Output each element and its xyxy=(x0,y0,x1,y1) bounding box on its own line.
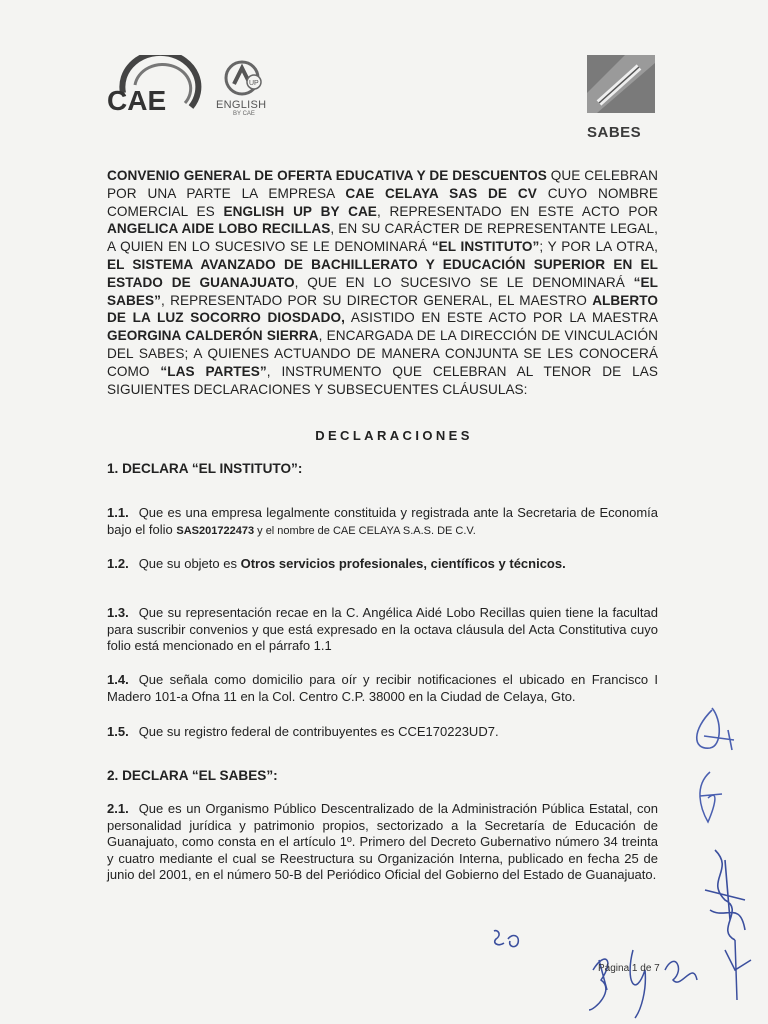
clause-1-3: 1.3. Que su representación recae en la C. Angélica Aidé Lobo Recillas quien tiene la facultad para suscribir convenios y que está expresado en la octava cláusula del Acta Constitutiva cuyo folio está mencionado en el párrafo 1.1 xyxy=(107,605,658,653)
signature-scribble xyxy=(695,840,755,960)
clause-1-5: 1.5. Que su registro federal de contribuyentes es CCE170223UD7. xyxy=(107,724,499,739)
declarations-heading: DECLARACIONES xyxy=(315,428,473,443)
initials-signature xyxy=(682,700,742,770)
bottom-signatures xyxy=(585,930,760,1020)
initials-signature-2 xyxy=(690,768,730,828)
page-number: Página 1 de 7 xyxy=(598,963,660,974)
clause-1-2: 1.2. Que su objeto es Otros servicios profesionales, científicos y técnicos. xyxy=(107,556,566,571)
clause-1-1: 1.1. Que es una empresa legalmente constituida y registrada ante la Secretaria de Economía bajo el folio SAS201722473 y el nombre de CAE CELAYA S.A.S. DE C.V. xyxy=(107,505,658,537)
intro-paragraph: CONVENIO GENERAL DE OFERTA EDUCATIVA Y DE DESCUENTOS QUE CELEBRAN POR UNA PARTE LA EMPRESA CAE CELAYA SAS DE CV CUYO NOMBRE COMERCIAL ES ENGLISH UP BY CAE, REPRESENTADO EN ESTE ACTO POR ANGELICA AIDE LOBO RECILLAS, EN SU CARÁCTER DE REPRESENTANTE LEGAL, A QUIEN EN LO SUCESIVO SE LE DENOMINARÁ “EL INSTITUTO”; Y POR LA OTRA, EL SISTEMA AVANZADO DE BACHILLERATO Y EDUCACIÓN SUPERIOR EN EL ESTADO DE GUANAJUATO, QUE EN LO SUCESIVO SE LE DENOMINARÁ “EL SABES”, REPRESENTADO POR SU DIRECTOR GENERAL, EL MAESTRO ALBERTO DE LA LUZ SOCORRO DIOSDADO, ASISTIDO EN ESTE ACTO POR LA MAESTRA GEORGINA CALDERÓN SIERRA, ENCARGADA DE LA DIRECCIÓN DE VINCULACIÓN DEL SABES; A QUIENES ACTUANDO DE MANERA CONJUNTA SE LES CONOCERÁ COMO “LAS PARTES”, INSTRUMENTO QUE CELEBRAN AL TENOR DE LAS SIGUIENTES DECLARACIONES Y SUBSECUENTES CLÁUSULAS: xyxy=(107,168,659,397)
english-up-badge: UP xyxy=(249,80,259,87)
cae-logo-text: CAE xyxy=(107,85,167,116)
initials-mark xyxy=(488,925,528,955)
clause-1-4: 1.4. Que señala como domicilio para oír y recibir notificaciones el ubicado en Francisco I Madero 101-a Ofna 11 en la Col. Centro C.P. 38000 en la Ciudad de Celaya, Gto. xyxy=(107,672,658,704)
sabes-logo-text: SABES xyxy=(587,124,642,141)
clause-2-1: 2.1. Que es un Organismo Público Descentralizado de la Administración Pública Estatal, con personalidad jurídica y patrimonio propios, sectorizado a la Secretaría de Educación de Guanajuato, como consta en el artículo 1º. Primero del Decreto Gubernativo número 34 treinta y cuatro mediante el cual se Reestructura su Organización Interna, publicado en fecha 25 de junio del 2001, en el número 50-B del Periódico Oficial del Gobierno del Estado de Guanajuato. xyxy=(107,801,658,882)
section1-title: 1. DECLARA “EL INSTITUTO”: xyxy=(107,461,303,476)
cae-logo xyxy=(103,55,203,130)
section2-title: 2. DECLARA “EL SABES”: xyxy=(107,768,278,783)
english-logo-sub: BY CAE xyxy=(233,111,255,117)
english-logo-text: ENGLISH xyxy=(216,99,267,111)
